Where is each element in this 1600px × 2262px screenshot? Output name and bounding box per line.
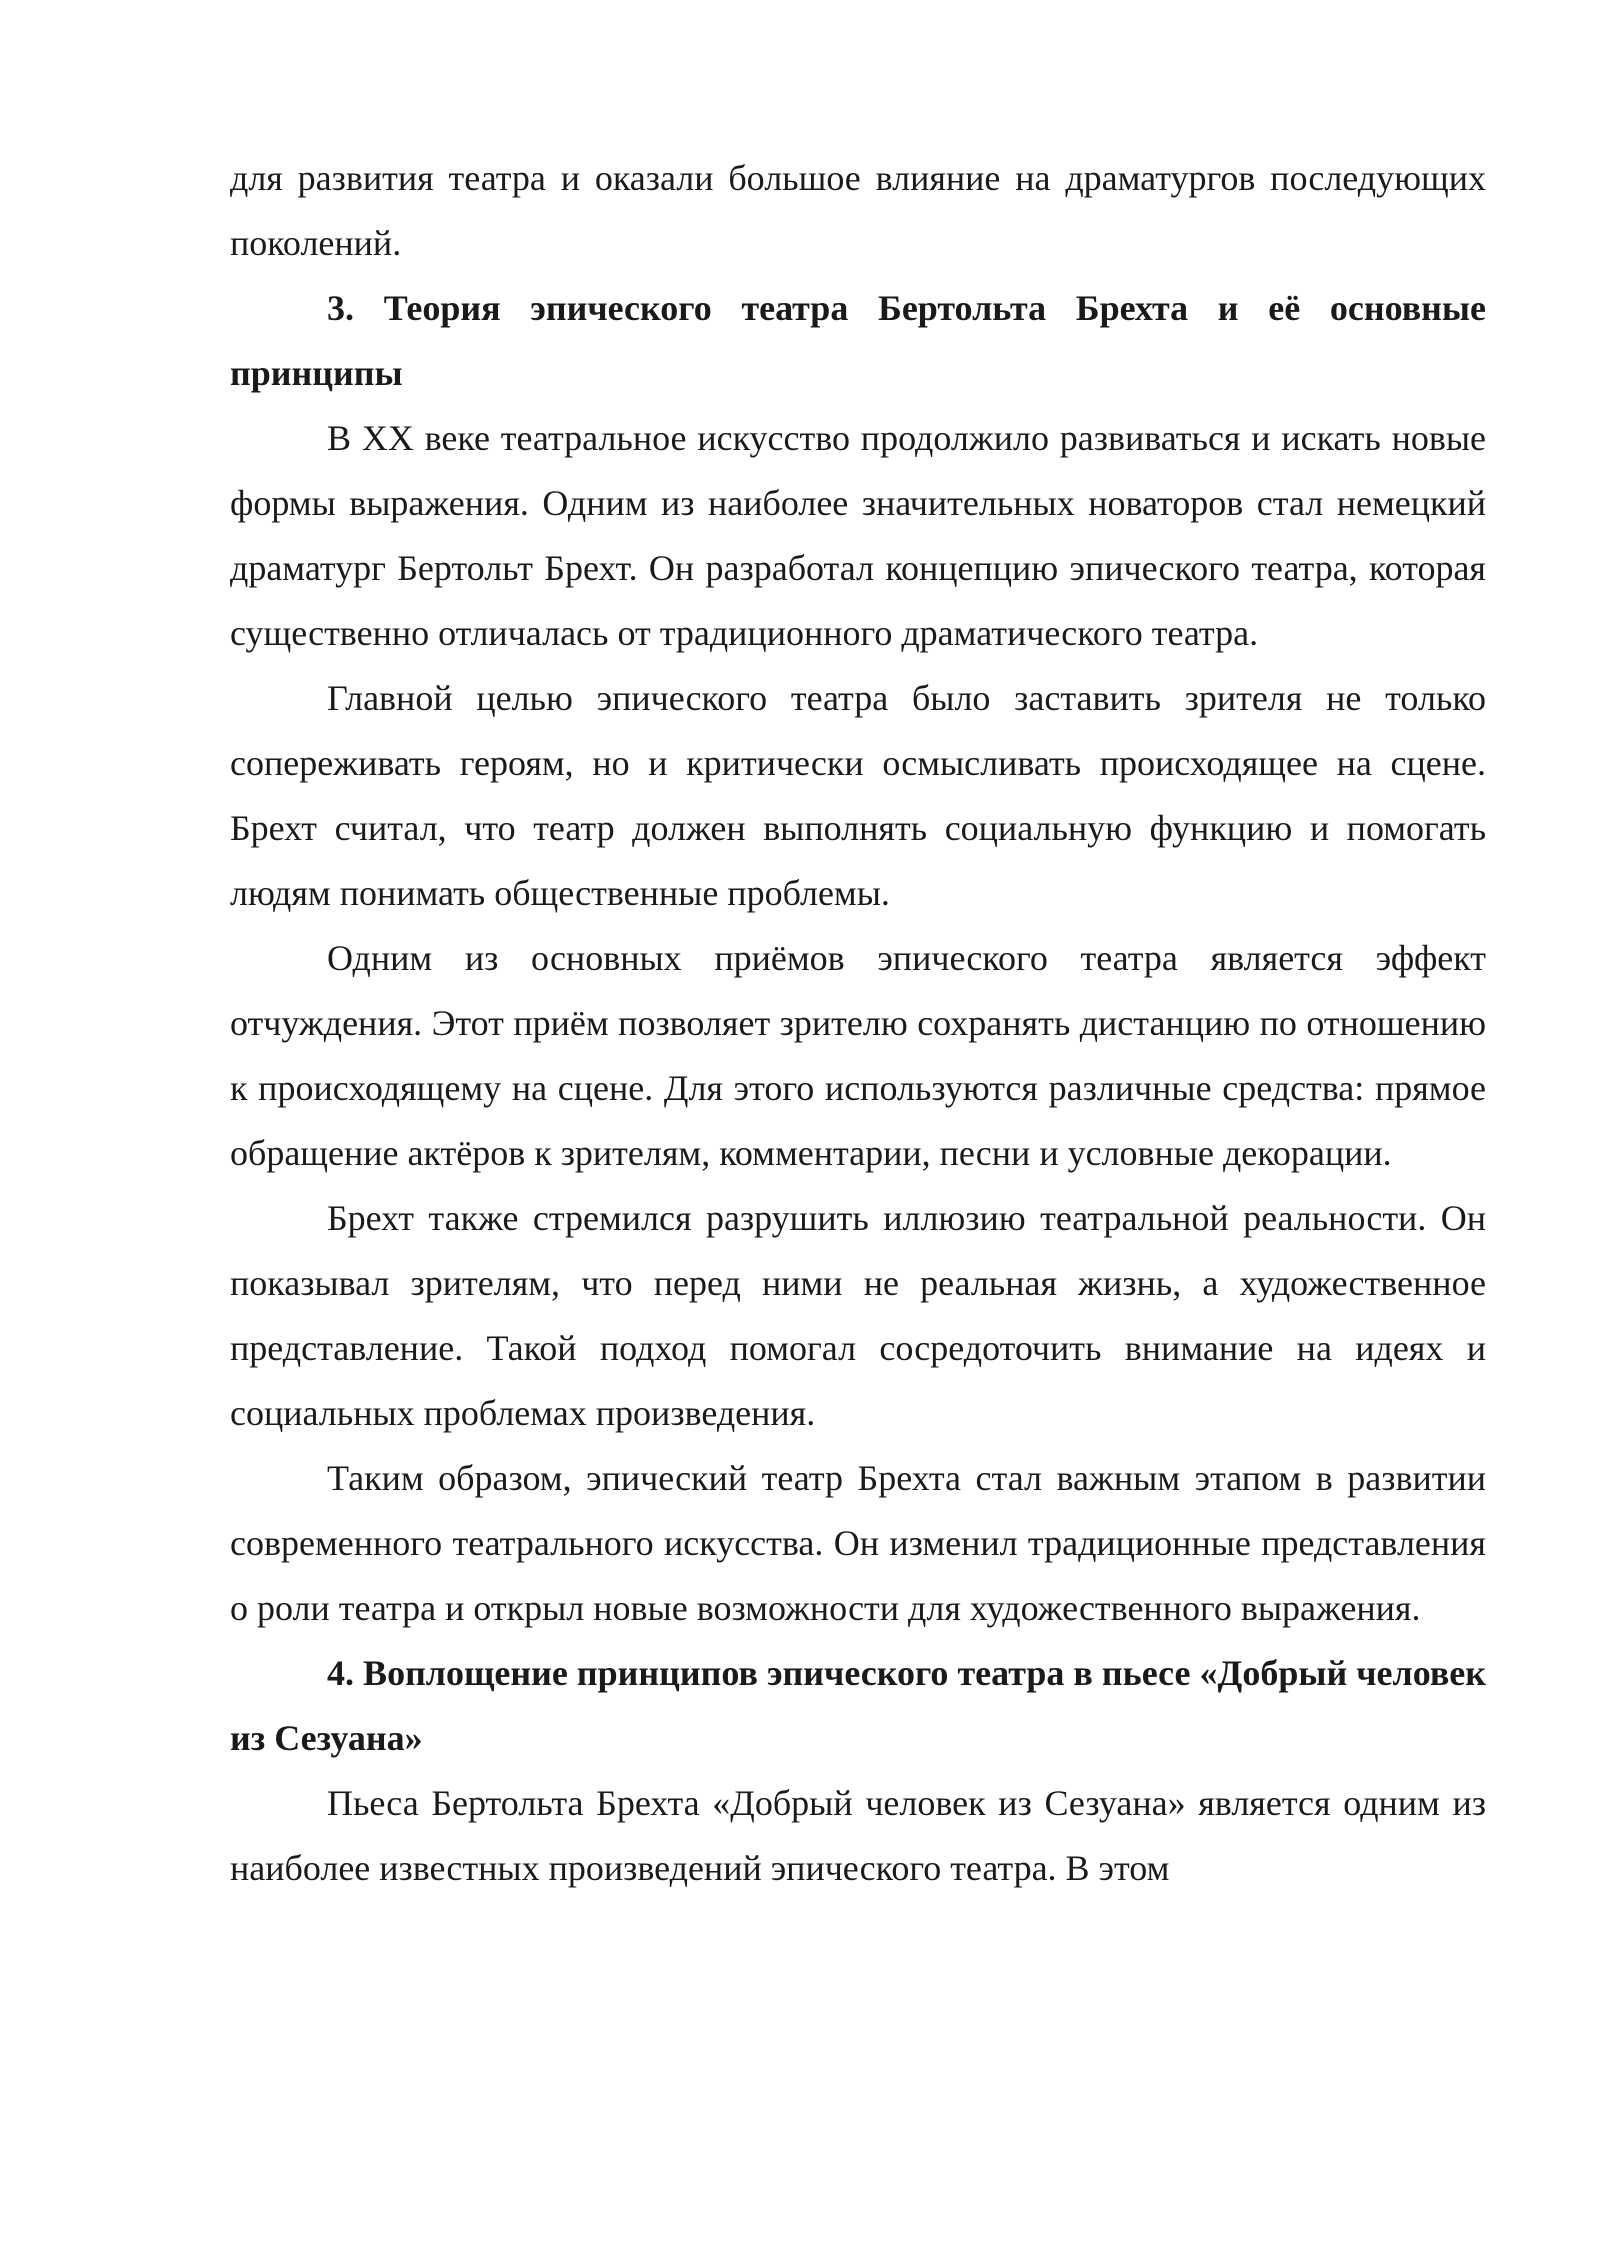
section-3-paragraph-4: Брехт также стремился разрушить иллюзию театральной реальности. Он показывал зрителям, что перед ними не реальная жизнь, а художественное представление. Такой подход помогал сосредоточить внимание на идеях и социальных проблемах произведения. bbox=[230, 1198, 1486, 1433]
section-4-heading: 4. Воплощение принципов эпического театра в пьесе «Добрый человек из Сезуана» bbox=[230, 1653, 1486, 1758]
document-page bbox=[230, 146, 1486, 1901]
section-3-paragraph-2: Главной целью эпического театра было заставить зрителя не только сопереживать героям, но и критически осмысливать происходящее на сцене. Брехт считал, что театр должен выполнять социальную функцию и помогать людям понимать общественные проблемы. bbox=[230, 678, 1486, 913]
section-4-paragraph-1: Пьеса Бертольта Брехта «Добрый человек из Сезуана» является одним из наиболее известных произведений эпического театра. В этом bbox=[230, 1783, 1486, 1888]
section-3-paragraph-3: Одним из основных приёмов эпического театра является эффект отчуждения. Этот приём позволяет зрителю сохранять дистанцию по отношению к происходящему на сцене. Для этого используются различные средства: прямое обращение актёров к зрителям, комментарии, песни и условные декорации. bbox=[230, 938, 1486, 1173]
continuation-paragraph: для развития театра и оказали большое влияние на драматургов последующих поколений. bbox=[230, 158, 1486, 263]
section-3-paragraph-5: Таким образом, эпический театр Брехта стал важным этапом в развитии современного театрального искусства. Он изменил традиционные представления о роли театра и открыл новые возможности для художественного выражения. bbox=[230, 1458, 1486, 1628]
section-3-heading: 3. Теория эпического театра Бертольта Брехта и её основные принципы bbox=[230, 288, 1486, 393]
section-3-paragraph-1: В XX веке театральное искусство продолжило развиваться и искать новые формы выражения. Одним из наиболее значительных новаторов стал немецкий драматург Бертольт Брехт. Он разработал концепцию эпического театра, которая существенно отличалась от традиционного драматического театра. bbox=[230, 418, 1486, 653]
